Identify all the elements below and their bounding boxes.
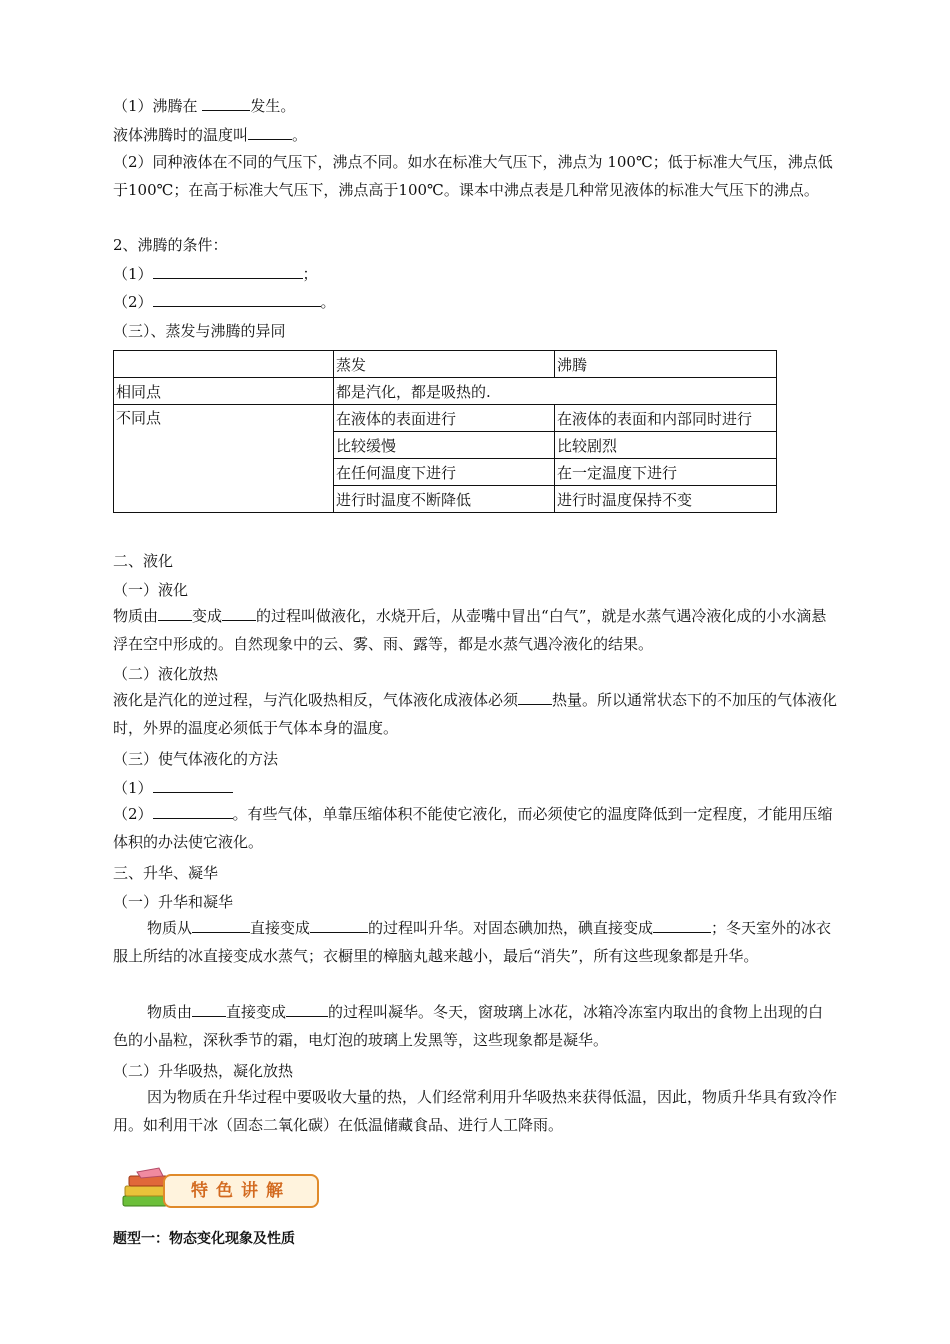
liquefaction-sub2: （二）液化放热 [113,665,219,683]
table-cell: 进行时温度不断降低 [334,486,555,513]
table-cell: 在液体的表面进行 [334,405,555,432]
text: （2） [113,293,153,311]
same-text: 都是汽化，都是吸热的. [334,378,777,405]
sublimation-sub1: （一）升华和凝华 [113,893,234,911]
table-cell: 进行时温度保持不变 [555,486,777,513]
blank [153,804,233,819]
boiling-point-line [113,125,307,145]
text: 的过程叫凝华。冬天，窗玻璃上冰花，冰箱冷冻室内取出的食物上出现的白色的小晶粒，深秋季节的霜，电灯泡的玻璃上发黑等，这些现象都是凝华。 [113,1003,824,1049]
sublimation-paragraph-1 [113,914,838,970]
table-header-row [114,351,777,378]
table-cell: 比较缓慢 [334,432,555,459]
boiling-pressure-paragraph: （2）同种液体在不同的气压下，沸点不同。如水在标准大气压下，沸点为 100℃；低于标准大气压，沸点低于100℃；在高于标准大气压下，沸点高于100℃。课本中沸点表是几种常见液体的标准大气压下的沸点。 [113,153,833,199]
sublimation-paragraph-2 [113,998,838,1054]
liquefaction-sub1: （一）液化 [113,581,189,599]
text: 变成 [192,607,223,625]
text: 。 [292,126,308,144]
text: （1） [113,779,153,797]
text: 物质从 [147,919,193,937]
table-cell: 沸腾 [555,351,777,378]
text: （1）沸腾在 [113,97,203,115]
text: （2） [113,805,153,823]
text: 直接变成 [226,1003,287,1021]
blank [153,292,321,307]
blank [192,918,250,933]
blank [653,918,711,933]
text: 。有些气体，单靠压缩体积不能使它液化，而必须使它的温度降低到一定程度，才能用压缩体积的办法使它液化。 [113,805,833,851]
evaporation-boiling-table [113,350,777,513]
blank [153,778,233,793]
blank [202,96,250,111]
table-cell: 在液体的表面和内部同时进行 [555,405,777,432]
text: ； [302,265,318,283]
feature-banner [119,1166,324,1212]
text: ；冬天室外的冰衣服上所结的冰直接变成水蒸气；衣橱里的樟脑丸越来越小，最后“消失”，所有这些现象都是升华。 [113,919,832,965]
boiling-location-line [113,96,295,116]
table-cell: 在一定温度下进行 [555,459,777,486]
text: 的过程叫做液化，水烧开后，从壶嘴中冒出“白气”，就是水蒸气遇冷液化成的小水滴悬浮在空中形成的。自然现象中的云、雾、雨、露等，都是水蒸气遇冷液化的结果。 [113,607,827,653]
boiling-condition-title: 2、沸腾的条件： [113,236,228,254]
liquefaction-method-2 [113,800,838,856]
blank [310,918,368,933]
blank [222,606,256,621]
table-cell [114,351,334,378]
liquefaction-paragraph-1 [113,602,838,658]
diff-label: 不同点 [114,405,334,513]
text: 物质由 [147,1003,193,1021]
liquefaction-paragraph-2 [113,686,838,742]
table-row [114,405,777,432]
banner-label: 特色讲解 [163,1174,319,1208]
text: 直接变成 [250,919,311,937]
text: 的过程叫升华。对固态碘加热，碘直接变成 [368,919,654,937]
blank [518,690,552,705]
table-cell: 蒸发 [334,351,555,378]
table-row [114,378,777,405]
text: 热量。所以通常状态下的不加压的气体液化时，外界的温度必须低于气体本身的温度。 [113,691,838,737]
compare-title: （三）、蒸发与沸腾的异同 [113,322,286,340]
text: （1） [113,265,153,283]
text: 物质由 [113,607,159,625]
sublimation-sub2: （二）升华吸热，凝化放热 [113,1062,294,1080]
boiling-condition-1 [113,264,318,284]
sublimation-title: 三、升华、凝华 [113,864,219,882]
question-type-heading: 题型一：物态变化现象及性质 [113,1231,295,1247]
liquefaction-title: 二、液化 [113,552,174,570]
text: 发生。 [250,97,296,115]
text: 液化是汽化的逆过程，与汽化吸热相反，气体液化成液体必须 [113,691,519,709]
blank [153,264,303,279]
table-cell: 在任何温度下进行 [334,459,555,486]
blank [158,606,192,621]
text: 液体沸腾时的温度叫 [113,126,249,144]
liquefaction-sub3: （三）使气体液化的方法 [113,750,279,768]
table-cell: 比较剧烈 [555,432,777,459]
blank [248,125,292,140]
boiling-condition-2 [113,292,336,312]
blank [192,1002,226,1017]
blank [286,1002,328,1017]
text: 。 [320,293,336,311]
same-label: 相同点 [114,378,334,405]
sublimation-paragraph-3: 因为物质在升华过程中要吸收大量的热，人们经常利用升华吸热来获得低温，因此，物质升华具有致冷作用。如利用干冰（固态二氧化碳）在低温储藏食品、进行人工降雨。 [113,1088,838,1134]
liquefaction-method-1 [113,778,233,798]
